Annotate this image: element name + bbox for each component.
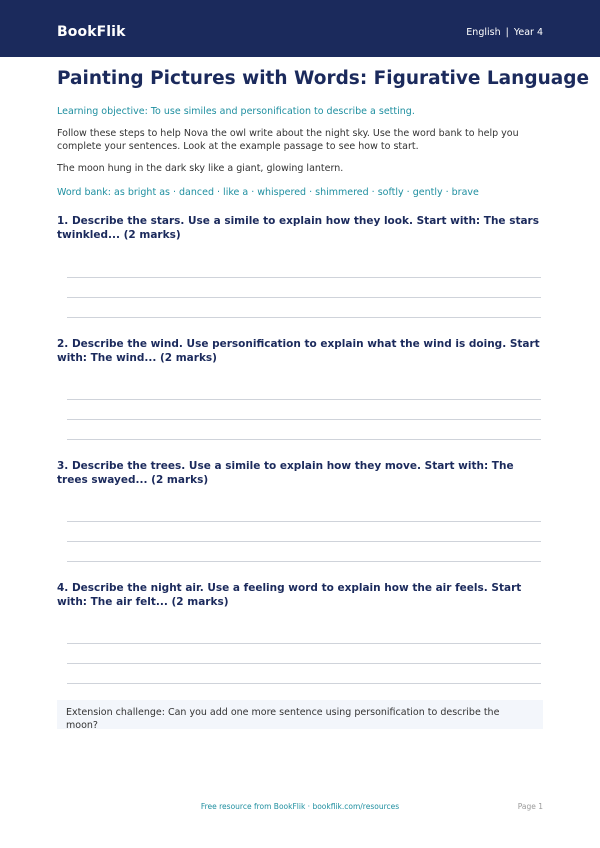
answer-line[interactable] (67, 419, 541, 420)
question-block (57, 459, 543, 487)
answer-line[interactable] (67, 541, 541, 542)
answer-line[interactable] (67, 643, 541, 644)
answer-line[interactable] (67, 297, 541, 298)
brand-logo-text: BookFlik (57, 24, 126, 40)
answer-line[interactable] (67, 521, 541, 522)
example-passage: The moon hung in the dark sky like a giant, glowing lantern. (57, 163, 344, 174)
word-bank: Word bank: as bright as · danced · like a · whispered · shimmered · softly · gently · brave (57, 187, 479, 198)
year-label: Year 4 (513, 27, 543, 38)
extension-text: Extension challenge: Can you add one more sentence using personification to describe the moon? (66, 707, 500, 731)
answer-line[interactable] (67, 399, 541, 400)
answer-line[interactable] (67, 439, 541, 440)
question-block (57, 337, 543, 365)
worksheet-content (57, 57, 590, 199)
page-number: Page 1 (517, 802, 543, 811)
question-prompt: 3. Describe the trees. Use a simile to explain how they move. Start with: The trees swayed... (2 marks) (57, 460, 514, 486)
answer-line[interactable] (67, 317, 541, 318)
answer-line[interactable] (67, 277, 541, 278)
learning-objective: Learning objective: To use similes and personification to describe a setting. (57, 106, 415, 117)
page-footer (0, 801, 600, 815)
extension-challenge (57, 700, 543, 729)
answer-line[interactable] (67, 561, 541, 562)
answer-line[interactable] (67, 683, 541, 684)
header-separator: | (505, 27, 509, 38)
question-block (57, 214, 543, 242)
question-block (57, 581, 543, 609)
subject-label: English (466, 27, 501, 38)
footer-credit: Free resource from BookFlik · bookflik.com/resources (200, 802, 400, 811)
page-title: Painting Pictures with Words: Figurative Language (57, 68, 590, 89)
question-prompt: 1. Describe the stars. Use a simile to explain how they look. Start with: The stars twinkled... (2 marks) (57, 215, 539, 241)
header-meta (466, 27, 543, 39)
question-prompt: 4. Describe the night air. Use a feeling word to explain how the air feels. Start with: The air felt... (2 marks) (57, 582, 522, 608)
answer-line[interactable] (67, 663, 541, 664)
instructions-paragraph: Follow these steps to help Nova the owl write about the night sky. Use the word bank to help you complete your sentences. Look at the example passage to see how to start. (57, 128, 519, 152)
page-header (0, 0, 600, 57)
question-prompt: 2. Describe the wind. Use personification to explain what the wind is doing. Start with: The wind... (2 marks) (57, 338, 540, 364)
